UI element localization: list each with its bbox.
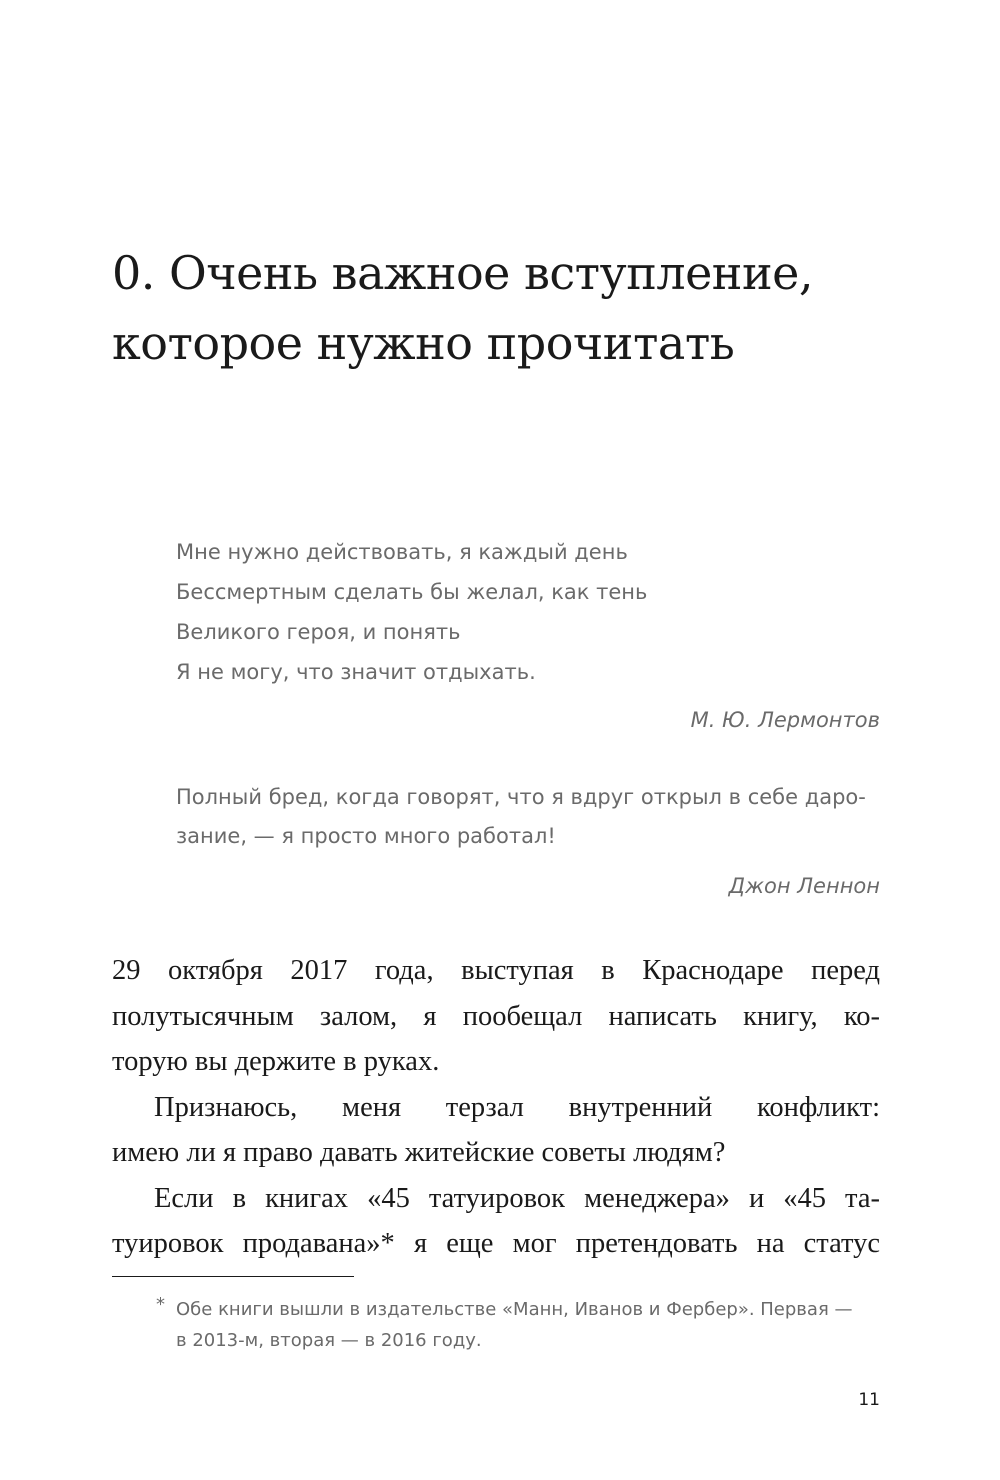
epigraph-author: М. Ю. Лермонтов — [690, 708, 880, 732]
epigraph-lennon — [176, 778, 880, 856]
body-line: 29 октября 2017 года, выступая в Краснодаре перед — [112, 955, 880, 986]
body-line: Если в книгах «45 татуировок менеджера» и «45 та- — [154, 1182, 880, 1214]
chapter-title-line: 0. Очень важное вступление, — [112, 246, 813, 300]
body-text — [112, 948, 880, 1267]
body-line: Признаюсь, меня терзал внутренний конфликт: — [154, 1091, 880, 1123]
epigraph-verse-line: Великого героя, и понять — [176, 620, 461, 644]
footnote-divider — [112, 1276, 354, 1277]
epigraph-verse-line: Я не могу, что значит отдыхать. — [176, 660, 536, 684]
footnote-line: Обе книги вышли в издательстве «Манн, Иванов и Фербер». Первая — — [176, 1299, 853, 1320]
body-line: торую вы держите в руках. — [112, 1046, 440, 1077]
body-line: имею ли я право давать житейские советы людям? — [112, 1137, 726, 1168]
epigraph-verse-line: Мне нужно действовать, я каждый день — [176, 540, 628, 564]
chapter-title — [112, 238, 912, 378]
epigraph-verse-line: Бессмертным сделать бы желал, как тень — [176, 580, 648, 604]
footnote — [156, 1294, 880, 1356]
body-line: туировок продавана»* я еще мог претендовать на статус — [112, 1228, 880, 1259]
page-number: 11 — [858, 1390, 880, 1410]
footnote-line: в 2013-м, вторая — в 2016 году. — [176, 1330, 482, 1351]
epigraph-prose-line: зание, — я просто много работал! — [176, 824, 556, 848]
epigraph-author: Джон Леннон — [728, 874, 880, 898]
footnote-marker: * — [156, 1294, 165, 1315]
chapter-title-line: которое нужно прочитать — [112, 316, 735, 370]
body-line: полутысячным залом, я пообещал написать книгу, ко- — [112, 1000, 880, 1032]
epigraph-prose-line: Полный бред, когда говорят, что я вдруг открыл в себе даро- — [176, 785, 866, 809]
epigraph-lermontov — [176, 532, 880, 692]
